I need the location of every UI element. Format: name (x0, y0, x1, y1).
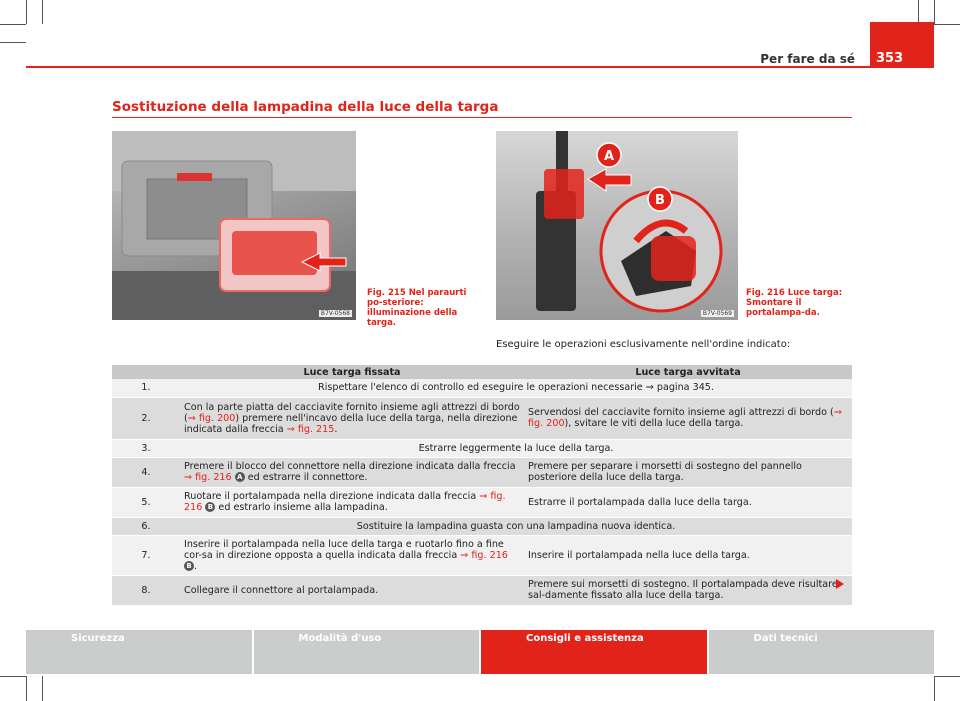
step-text-screwed: Estrarre il portalampada dalla luce della targa. (524, 487, 852, 517)
step-text-fixed: Con la parte piatta del cacciavite fornito insieme agli attrezzi di bordo (⇒ fig. 200) premere nell'incavo della luce della targa, nella direzione indicata dalla freccia ⇒ fig. 215. (180, 397, 524, 439)
crop-mark (42, 676, 43, 701)
table-row (112, 457, 852, 487)
step-text: Sostituire la lampadina guasta con una lampadina nuova identica. (180, 517, 852, 535)
figure-216-caption: Fig. 216 Luce targa: Smontare il portalampa-da. (746, 288, 843, 318)
crop-mark (26, 676, 27, 701)
crop-mark (0, 24, 26, 25)
footer-nav (26, 630, 934, 674)
tab-consigli-assistenza[interactable]: Consigli e assistenza (481, 630, 707, 674)
figure-link[interactable]: ⇒ fig. 215 (286, 423, 335, 435)
callout-b-icon: B (205, 502, 215, 512)
crop-mark (934, 24, 960, 25)
figure-link[interactable]: ⇒ fig. 200 (187, 412, 236, 424)
crop-mark (934, 676, 960, 677)
figure-link[interactable]: ⇒ fig. 200 (528, 407, 842, 429)
table-header: Luce targa fissata (180, 365, 524, 379)
step-text-screwed: Premere sui morsetti di sostegno. Il portalampada deve risultare sal-damente fissato alla luce della targa. (524, 575, 852, 605)
step-number: 7. (112, 535, 180, 575)
step-text-fixed: Inserire il portalampada nella luce della targa e ruotarlo fino a fine cor-sa in direzione opposta a quella indicata dalla freccia ⇒ fig. 216 B . (180, 535, 524, 575)
crop-mark (0, 42, 26, 43)
step-number: 3. (112, 439, 180, 457)
table-row (112, 517, 852, 535)
table-header (112, 365, 180, 379)
figure-code: B7V-0568 (320, 310, 350, 317)
crop-mark (934, 0, 935, 24)
crop-mark (42, 0, 43, 24)
figure-link[interactable]: ⇒ fig. 216 (184, 491, 506, 513)
step-text-screwed: Servendosi del cacciavite fornito insieme agli attrezzi di bordo (⇒ fig. 200), svitare le viti della luce della targa. (524, 397, 852, 439)
continue-arrow-icon[interactable] (836, 579, 844, 589)
table-header-row (112, 365, 852, 379)
section-rule (112, 117, 852, 118)
bumper-illustration (112, 131, 356, 320)
step-text-screwed: Inserire il portalampada nella luce della targa. (524, 535, 852, 575)
table-row (112, 487, 852, 517)
crop-mark (934, 676, 935, 701)
figure-215-image (112, 131, 356, 320)
step-number: 1. (112, 379, 180, 397)
table-row (112, 439, 852, 457)
figure-216-image (496, 131, 738, 320)
step-number: 2. (112, 397, 180, 439)
table-row (112, 535, 852, 575)
tab-sicurezza[interactable]: Sicurezza (26, 630, 252, 674)
page-number: 353 (870, 22, 934, 66)
callout-a: A (603, 149, 615, 164)
step-number: 5. (112, 487, 180, 517)
table-row (112, 575, 852, 605)
table-row (112, 379, 852, 397)
step-text: Rispettare l'elenco di controllo ed eseguire le operazioni necessarie ⇒ pagina 345. (180, 379, 852, 397)
step-number: 4. (112, 457, 180, 487)
table-header: Luce targa avvitata (524, 365, 852, 379)
tab-modalita-uso[interactable]: Modalità d'uso (254, 630, 480, 674)
step-text-fixed: Collegare il connettore al portalampada. (180, 575, 524, 605)
crop-mark (918, 0, 919, 24)
callout-b: B (655, 193, 665, 208)
callout-a-icon: A (235, 472, 245, 482)
figure-link[interactable]: ⇒ fig. 216 (184, 472, 232, 483)
figure-link[interactable]: ⇒ fig. 216 (460, 549, 508, 561)
procedure-table (112, 365, 852, 606)
table-row (112, 397, 852, 439)
tab-dati-tecnici[interactable]: Dati tecnici (709, 630, 935, 674)
step-text-screwed: Premere per separare i morsetti di sostegno del pannello posteriore della luce della targa. (524, 457, 852, 487)
step-number: 8. (112, 575, 180, 605)
figure-215-caption: Fig. 215 Nel paraurti po-steriore: illuminazione della targa. (367, 288, 467, 328)
step-text-fixed: Ruotare il portalampada nella direzione indicata dalla freccia ⇒ fig. 216 B ed estrarlo insieme alla lampadina. (180, 487, 524, 517)
lamp-holder-illustration (496, 131, 738, 320)
crop-mark (26, 0, 27, 24)
running-header: Per fare da sé (760, 52, 855, 66)
step-text: Estrarre leggermente la luce della targa. (180, 439, 852, 457)
figure-code: B7V-0569 (702, 310, 732, 317)
intro-text: Eseguire le operazioni esclusivamente nell'ordine indicato: (496, 339, 791, 350)
section-title: Sostituzione della lampadina della luce della targa (112, 99, 499, 115)
header-rule (26, 66, 934, 68)
crop-mark (0, 676, 26, 677)
step-text-fixed: Premere il blocco del connettore nella direzione indicata dalla freccia ⇒ fig. 216 A ed estrarre il connettore. (180, 457, 524, 487)
callout-b-icon: B (184, 561, 194, 571)
step-number: 6. (112, 517, 180, 535)
